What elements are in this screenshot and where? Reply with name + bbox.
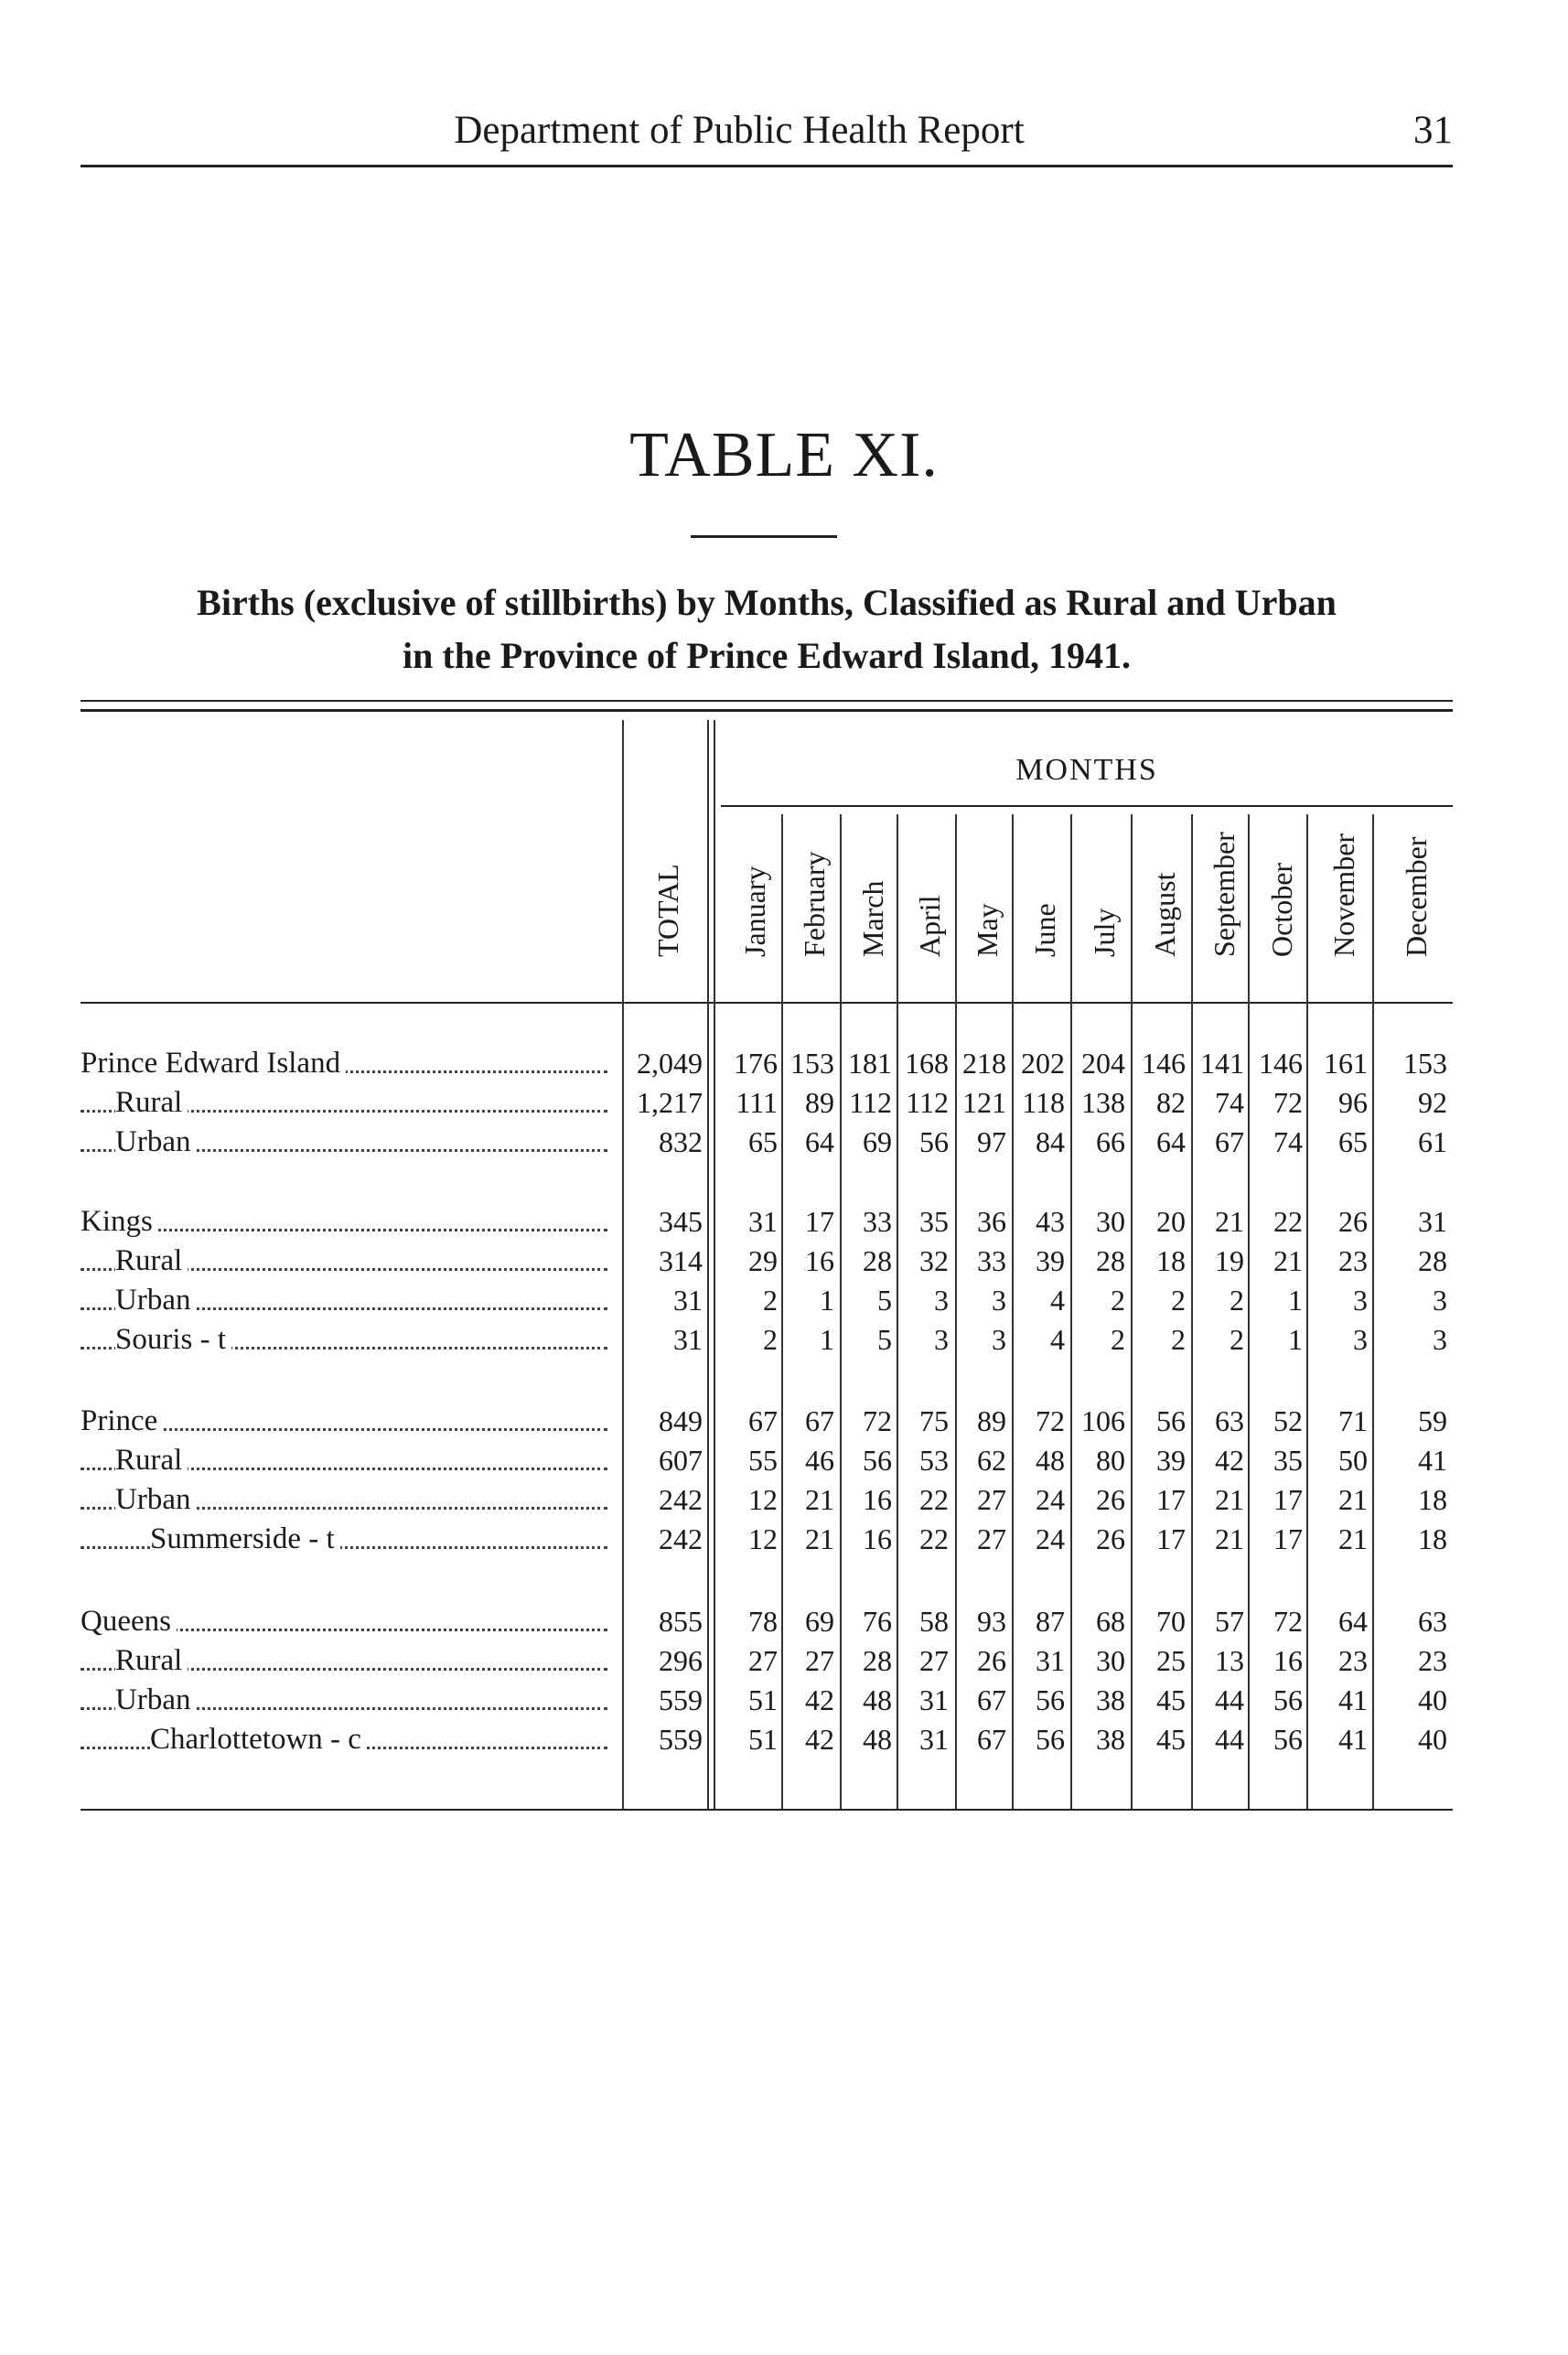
month-cell: 51 (748, 1683, 778, 1716)
row-label (81, 1719, 620, 1759)
month-cell: 27 (977, 1522, 1006, 1555)
month-cell: 48 (1036, 1444, 1065, 1477)
total-cell: 2,049 (637, 1047, 703, 1080)
month-cell: 63 (1215, 1404, 1244, 1437)
month-cell: 181 (848, 1047, 892, 1080)
months-group-rule (721, 805, 1453, 807)
column-header-april-label: April (912, 895, 946, 957)
total-cell: 855 (659, 1605, 703, 1638)
month-cell: 3 (1433, 1323, 1447, 1356)
month-cell: 84 (1036, 1125, 1065, 1158)
month-cell: 18 (1418, 1483, 1447, 1516)
month-cell: 2 (1171, 1323, 1186, 1356)
month-cell: 48 (863, 1723, 892, 1756)
month-cell: 121 (962, 1086, 1006, 1119)
month-cell: 4 (1050, 1323, 1065, 1356)
total-cell: 31 (673, 1323, 703, 1356)
row-label-text: Summerside - t (150, 1522, 340, 1555)
month-cell: 35 (1273, 1444, 1303, 1477)
month-cell: 57 (1215, 1605, 1244, 1638)
month-cell: 76 (863, 1605, 892, 1638)
month-cell: 68 (1096, 1605, 1125, 1638)
row-label (81, 1601, 620, 1641)
month-cell: 82 (1156, 1086, 1186, 1119)
month-cell: 1 (820, 1323, 834, 1356)
month-cell: 66 (1096, 1125, 1125, 1158)
row-label-text: Kings (81, 1205, 158, 1238)
row-label-text: Charlottetown - c (150, 1723, 367, 1756)
month-cell: 23 (1338, 1644, 1368, 1677)
total-cell: 1,217 (637, 1086, 703, 1119)
column-header-august-label: August (1148, 872, 1181, 957)
month-cell: 26 (1338, 1205, 1368, 1238)
row-label (81, 1241, 620, 1281)
month-cell: 74 (1273, 1125, 1303, 1158)
month-cell: 22 (919, 1522, 949, 1555)
row-label (81, 1082, 620, 1123)
total-cell: 242 (659, 1483, 703, 1516)
month-cell: 2 (763, 1284, 778, 1317)
month-cell: 27 (919, 1644, 949, 1677)
month-cell: 51 (748, 1723, 778, 1756)
month-cell: 67 (805, 1404, 834, 1437)
month-cell: 202 (1021, 1047, 1065, 1080)
month-cell: 40 (1418, 1683, 1447, 1716)
month-cell: 21 (1215, 1483, 1244, 1516)
month-cell: 1 (820, 1284, 834, 1317)
row-label (81, 1640, 620, 1681)
row-label-text: Prince Edward Island (81, 1047, 346, 1080)
dot-leader (81, 1229, 607, 1231)
month-cell: 27 (748, 1644, 778, 1677)
row-label (81, 1479, 620, 1520)
row-label (81, 1280, 620, 1320)
month-cell: 12 (748, 1483, 778, 1516)
month-cell: 12 (748, 1522, 778, 1555)
month-cell: 28 (1418, 1244, 1447, 1277)
row-label-text: Urban (115, 1284, 196, 1317)
total-cell: 832 (659, 1125, 703, 1158)
month-cell: 3 (934, 1323, 949, 1356)
table-row (81, 1241, 1453, 1281)
column-header-october-label: October (1265, 862, 1298, 957)
row-label-text: Prince (81, 1404, 163, 1437)
month-cell: 71 (1338, 1404, 1368, 1437)
month-cell: 153 (1403, 1047, 1447, 1080)
month-cell: 33 (977, 1244, 1006, 1277)
month-cell: 75 (919, 1404, 949, 1437)
month-cell: 146 (1142, 1047, 1186, 1080)
table-row (81, 1640, 1453, 1681)
table-row (81, 1401, 1453, 1441)
month-cell: 80 (1096, 1444, 1125, 1477)
month-cell: 56 (919, 1125, 949, 1158)
month-cell: 18 (1418, 1522, 1447, 1555)
total-cell: 314 (659, 1244, 703, 1277)
month-cell: 23 (1338, 1244, 1368, 1277)
month-cell: 22 (1273, 1205, 1303, 1238)
month-cell: 2 (1111, 1284, 1125, 1317)
month-cell: 28 (863, 1644, 892, 1677)
total-cell: 559 (659, 1683, 703, 1716)
month-cell: 53 (919, 1444, 949, 1477)
month-cell: 31 (748, 1205, 778, 1238)
month-cell: 44 (1215, 1723, 1244, 1756)
month-cell: 118 (1022, 1086, 1065, 1119)
month-cell: 72 (1273, 1086, 1303, 1119)
month-cell: 30 (1096, 1644, 1125, 1677)
row-label (81, 1401, 620, 1441)
row-label-text: Rural (115, 1086, 188, 1119)
month-cell: 74 (1215, 1086, 1244, 1119)
births-table (81, 700, 1453, 1825)
total-cell: 296 (659, 1644, 703, 1677)
month-cell: 43 (1036, 1205, 1065, 1238)
month-cell: 24 (1036, 1522, 1065, 1555)
header-bottom-rule (81, 1002, 1453, 1004)
table-row (81, 1601, 1453, 1641)
row-label-text: Urban (115, 1683, 196, 1716)
row-label (81, 1122, 620, 1162)
row-label-text: Queens (81, 1605, 177, 1638)
column-header-january-label: January (738, 866, 771, 957)
month-cell: 21 (805, 1522, 834, 1555)
month-cell: 59 (1418, 1404, 1447, 1437)
month-cell: 44 (1215, 1683, 1244, 1716)
month-cell: 204 (1081, 1047, 1125, 1080)
table-caption (81, 576, 1453, 683)
month-cell: 22 (919, 1483, 949, 1516)
month-cell: 72 (1273, 1605, 1303, 1638)
month-cell: 62 (977, 1444, 1006, 1477)
total-cell: 31 (673, 1284, 703, 1317)
month-cell: 41 (1338, 1723, 1368, 1756)
column-header-february-label: February (798, 851, 831, 957)
month-cell: 111 (736, 1086, 778, 1119)
row-label-text: Urban (115, 1483, 196, 1516)
month-cell: 69 (863, 1125, 892, 1158)
caption-line-2: in the Province of Prince Edward Island, 1941. (403, 635, 1131, 676)
row-label (81, 1680, 620, 1720)
month-cell: 45 (1156, 1723, 1186, 1756)
month-cell: 31 (1036, 1644, 1065, 1677)
column-header-december-label: December (1400, 836, 1433, 957)
month-cell: 218 (962, 1047, 1006, 1080)
table-bottom-rule (81, 1809, 1453, 1811)
month-cell: 17 (1156, 1522, 1186, 1555)
month-cell: 153 (790, 1047, 834, 1080)
header-rule (81, 165, 1453, 167)
month-cell: 56 (1036, 1723, 1065, 1756)
month-cell: 56 (1273, 1723, 1303, 1756)
month-cell: 3 (1353, 1284, 1368, 1317)
month-cell: 41 (1418, 1444, 1447, 1477)
month-cell: 141 (1200, 1047, 1244, 1080)
month-cell: 93 (977, 1605, 1006, 1638)
month-cell: 72 (863, 1404, 892, 1437)
column-header-march-label: March (855, 880, 889, 957)
month-cell: 41 (1338, 1683, 1368, 1716)
month-cell: 38 (1096, 1723, 1125, 1756)
month-cell: 38 (1096, 1683, 1125, 1716)
month-cell: 65 (748, 1125, 778, 1158)
month-cell: 40 (1418, 1723, 1447, 1756)
row-label (81, 1319, 620, 1360)
month-cell: 87 (1036, 1605, 1065, 1638)
row-label (81, 1043, 620, 1083)
month-cell: 72 (1036, 1404, 1065, 1437)
month-cell: 29 (748, 1244, 778, 1277)
month-cell: 3 (934, 1284, 949, 1317)
month-cell: 21 (805, 1483, 834, 1516)
month-cell: 25 (1156, 1644, 1186, 1677)
month-cell: 35 (919, 1205, 949, 1238)
running-header (81, 108, 1453, 172)
month-cell: 56 (1273, 1683, 1303, 1716)
month-cell: 28 (863, 1244, 892, 1277)
total-cell: 242 (659, 1522, 703, 1555)
month-cell: 63 (1418, 1605, 1447, 1638)
title-divider (691, 535, 837, 538)
month-cell: 64 (1156, 1125, 1186, 1158)
table-row (81, 1440, 1453, 1480)
table-row (81, 1122, 1453, 1162)
month-cell: 138 (1081, 1086, 1125, 1119)
month-cell: 27 (805, 1644, 834, 1677)
total-cell: 607 (659, 1444, 703, 1477)
column-header-september-label: September (1208, 832, 1240, 957)
table-row (81, 1680, 1453, 1720)
month-cell: 3 (992, 1323, 1006, 1356)
month-cell: 21 (1215, 1205, 1244, 1238)
row-label-text: Rural (115, 1444, 188, 1477)
month-cell: 19 (1215, 1244, 1244, 1277)
month-cell: 70 (1156, 1605, 1186, 1638)
table-row (81, 1280, 1453, 1320)
row-label (81, 1519, 620, 1559)
month-cell: 17 (1273, 1483, 1303, 1516)
total-cell: 849 (659, 1404, 703, 1437)
month-cell: 31 (1418, 1205, 1447, 1238)
month-cell: 16 (863, 1483, 892, 1516)
column-header-total-label: TOTAL (651, 864, 684, 957)
month-cell: 26 (1096, 1522, 1125, 1555)
month-cell: 23 (1418, 1644, 1447, 1677)
total-cell: 559 (659, 1723, 703, 1756)
month-cell: 92 (1418, 1086, 1447, 1119)
month-cell: 16 (805, 1244, 834, 1277)
column-header-july-label: July (1088, 908, 1121, 957)
month-cell: 52 (1273, 1404, 1303, 1437)
column-header-june-label: June (1028, 903, 1061, 957)
month-cell: 2 (763, 1323, 778, 1356)
month-cell: 31 (919, 1723, 949, 1756)
month-cell: 69 (805, 1605, 834, 1638)
month-cell: 56 (863, 1444, 892, 1477)
month-cell: 42 (1215, 1444, 1244, 1477)
row-label-text: Souris - t (115, 1323, 231, 1356)
month-cell: 55 (748, 1444, 778, 1477)
month-cell: 112 (849, 1086, 892, 1119)
months-group-header: MONTHS (1015, 753, 1158, 787)
month-cell: 21 (1273, 1244, 1303, 1277)
month-cell: 21 (1338, 1483, 1368, 1516)
month-cell: 13 (1215, 1644, 1244, 1677)
month-cell: 36 (977, 1205, 1006, 1238)
month-cell: 3 (1433, 1284, 1447, 1317)
column-header-november-label: November (1326, 833, 1360, 957)
month-cell: 161 (1324, 1047, 1368, 1080)
total-cell: 345 (659, 1205, 703, 1238)
table-row (81, 1043, 1453, 1083)
month-cell: 65 (1338, 1125, 1368, 1158)
month-cell: 24 (1036, 1483, 1065, 1516)
month-cell: 2 (1111, 1323, 1125, 1356)
month-cell: 58 (919, 1605, 949, 1638)
column-header-may-label: May (971, 903, 1004, 957)
month-cell: 32 (919, 1244, 949, 1277)
month-cell: 21 (1215, 1522, 1244, 1555)
stub-header (81, 828, 620, 865)
month-cell: 1 (1288, 1284, 1303, 1317)
month-cell: 39 (1156, 1444, 1186, 1477)
month-cell: 97 (977, 1125, 1006, 1158)
month-cell: 1 (1288, 1323, 1303, 1356)
month-cell: 89 (805, 1086, 834, 1119)
month-cell: 3 (992, 1284, 1006, 1317)
month-cell: 4 (1050, 1284, 1065, 1317)
table-row (81, 1319, 1453, 1360)
month-cell: 3 (1353, 1323, 1368, 1356)
month-cell: 2 (1171, 1284, 1186, 1317)
month-cell: 26 (977, 1644, 1006, 1677)
table-row (81, 1201, 1453, 1242)
month-cell: 17 (1156, 1483, 1186, 1516)
month-cell: 67 (977, 1723, 1006, 1756)
month-cell: 17 (1273, 1522, 1303, 1555)
month-cell: 5 (877, 1323, 892, 1356)
month-cell: 48 (863, 1683, 892, 1716)
table-row (81, 1082, 1453, 1123)
month-cell: 26 (1096, 1483, 1125, 1516)
month-cell: 56 (1156, 1404, 1186, 1437)
month-cell: 46 (805, 1444, 834, 1477)
row-label (81, 1201, 620, 1242)
month-cell: 18 (1156, 1244, 1186, 1277)
month-cell: 176 (734, 1047, 778, 1080)
month-cell: 31 (919, 1683, 949, 1716)
month-cell: 67 (748, 1404, 778, 1437)
month-cell: 30 (1096, 1205, 1125, 1238)
month-cell: 21 (1338, 1522, 1368, 1555)
month-cell: 16 (1273, 1644, 1303, 1677)
table-top-rule-double (81, 709, 1453, 712)
caption-line-1: Births (exclusive of stillbirths) by Months, Classified as Rural and Urban (197, 582, 1337, 623)
table-row (81, 1479, 1453, 1520)
month-cell: 20 (1156, 1205, 1186, 1238)
month-cell: 96 (1338, 1086, 1368, 1119)
month-cell: 33 (863, 1205, 892, 1238)
month-cell: 45 (1156, 1683, 1186, 1716)
month-cell: 27 (977, 1483, 1006, 1516)
month-cell: 64 (805, 1125, 834, 1158)
month-cell: 39 (1036, 1244, 1065, 1277)
row-label-text: Rural (115, 1244, 188, 1277)
month-cell: 61 (1418, 1125, 1447, 1158)
table-number: TABLE XI. (629, 420, 939, 490)
month-cell: 146 (1259, 1047, 1303, 1080)
table-top-rule (81, 700, 1453, 702)
month-cell: 89 (977, 1404, 1006, 1437)
month-cell: 42 (805, 1683, 834, 1716)
row-label-text: Rural (115, 1644, 188, 1677)
month-cell: 67 (977, 1683, 1006, 1716)
month-cell: 2 (1230, 1284, 1244, 1317)
month-cell: 78 (748, 1605, 778, 1638)
month-cell: 17 (805, 1205, 834, 1238)
row-label (81, 1440, 620, 1480)
running-title: Department of Public Health Report (454, 109, 1025, 152)
month-cell: 50 (1338, 1444, 1368, 1477)
month-cell: 2 (1230, 1323, 1244, 1356)
table-row (81, 1519, 1453, 1559)
month-cell: 5 (877, 1284, 892, 1317)
month-cell: 67 (1215, 1125, 1244, 1158)
month-cell: 56 (1036, 1683, 1065, 1716)
month-cell: 106 (1081, 1404, 1125, 1437)
table-row (81, 1719, 1453, 1759)
month-cell: 64 (1338, 1605, 1368, 1638)
month-cell: 28 (1096, 1244, 1125, 1277)
month-cell: 42 (805, 1723, 834, 1756)
month-cell: 112 (906, 1086, 949, 1119)
row-label-text: Urban (115, 1125, 196, 1158)
month-cell: 16 (863, 1522, 892, 1555)
month-cell: 168 (905, 1047, 949, 1080)
page-number: 31 (1413, 109, 1453, 152)
